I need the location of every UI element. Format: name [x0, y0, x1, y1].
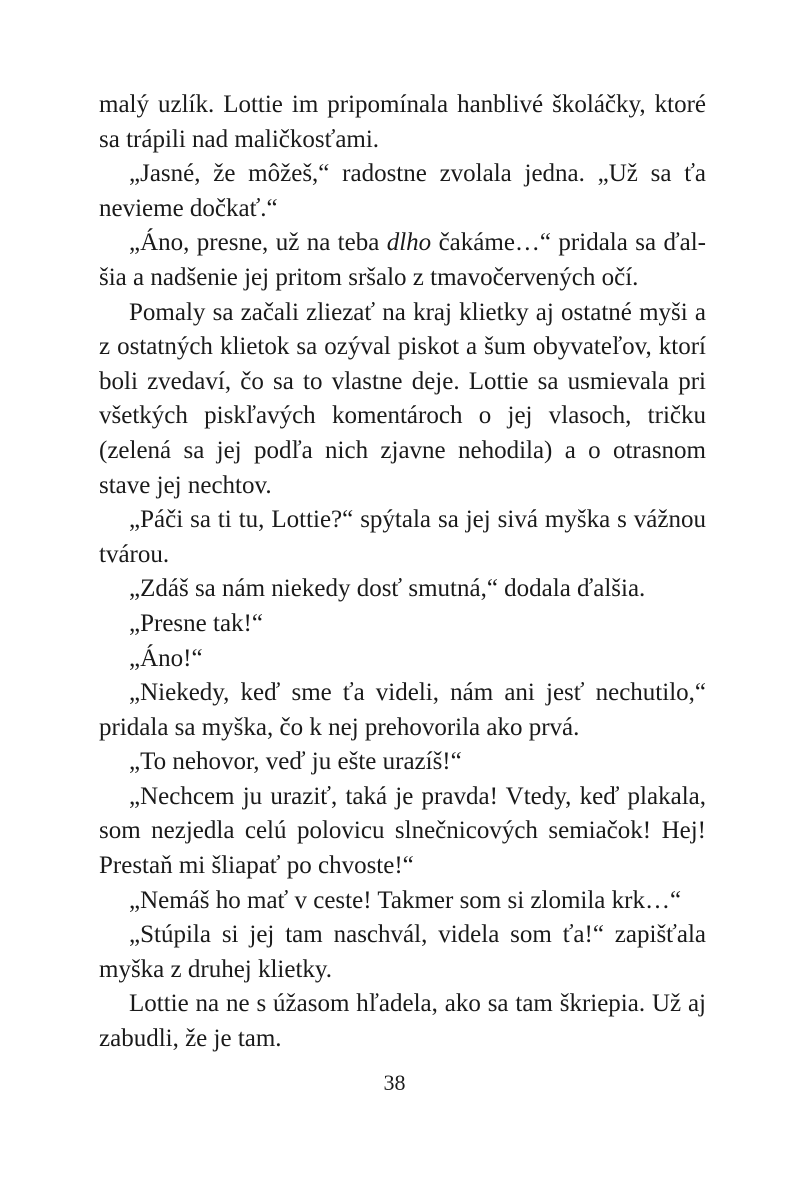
paragraph: „To nehovor, veď ju ešte urazíš!“: [129, 748, 462, 776]
paragraph: „Nechcem ju uraziť, taká je pravda! Vtedy, keď plakala, som nezjedla celú polovicu slnečnicových semiačok! Hej! Prestaň mi šliapať po chvoste!“: [99, 782, 706, 880]
paragraph: „Áno!“: [129, 644, 203, 672]
emphasis: dlho: [386, 229, 432, 257]
paragraph: „Zdáš sa nám niekedy dosť smutná,“ dodala ďalšia.: [129, 575, 646, 603]
paragraph: „Stúpila si jej tam naschvál, videla som ťa!“ zapišťala myška z druhej klietky.: [99, 921, 706, 983]
paragraph-text: pridala sa ďalšia a nadšenie jej pritom sršalo z tmavočervených očí.: [99, 229, 706, 291]
paragraph: „Jasné, že môžeš,“ radostne zvolala jedna. „Už sa ťa nevieme dočkať.“: [99, 160, 706, 222]
paragraph: „Páči sa ti tu, Lottie?“ spýtala sa jej sivá myška s vážnou tvárou.: [99, 506, 706, 568]
paragraph: Lottie na ne s úžasom hľadela, ako sa tam škriepia. Už aj zabudli, že je tam.: [99, 990, 706, 1053]
paragraph-text: „Áno, presne, už na teba: [129, 229, 387, 257]
paragraph-text: čakáme…“: [431, 229, 559, 257]
paragraph: malý uzlík. Lottie im pripomínala hanblivé školáčky, ktoré sa trápili nad maličkosťami.: [99, 91, 706, 153]
paragraph: „Niekedy, keď sme ťa videli, nám ani jesť nechutilo,“ pridala sa myška, čo k nej prehovorila ako prvá.: [99, 679, 706, 741]
paragraph: [99, 226, 706, 295]
text-body: [99, 88, 706, 1057]
paragraph: Pomaly sa začali zliezať na kraj klietky aj ostatné myši a z ostatných klietok sa ozýval piskot a šum obyvateľov, ktorí boli zvedaví, čo sa to vlastne deje. Lottie sa usmievala pri všetkých piskľavých komentároch o jej vlasoch, tričku (zelená sa jej podľa nich zjavne nehodila) a o otrasnom stave jej nechtov.: [99, 298, 706, 499]
paragraph: „Nemáš ho mať v ceste! Takmer som si zlomila krk…“: [129, 886, 682, 914]
page-number: 38: [383, 1070, 406, 1095]
paragraph: „Presne tak!“: [129, 609, 263, 637]
